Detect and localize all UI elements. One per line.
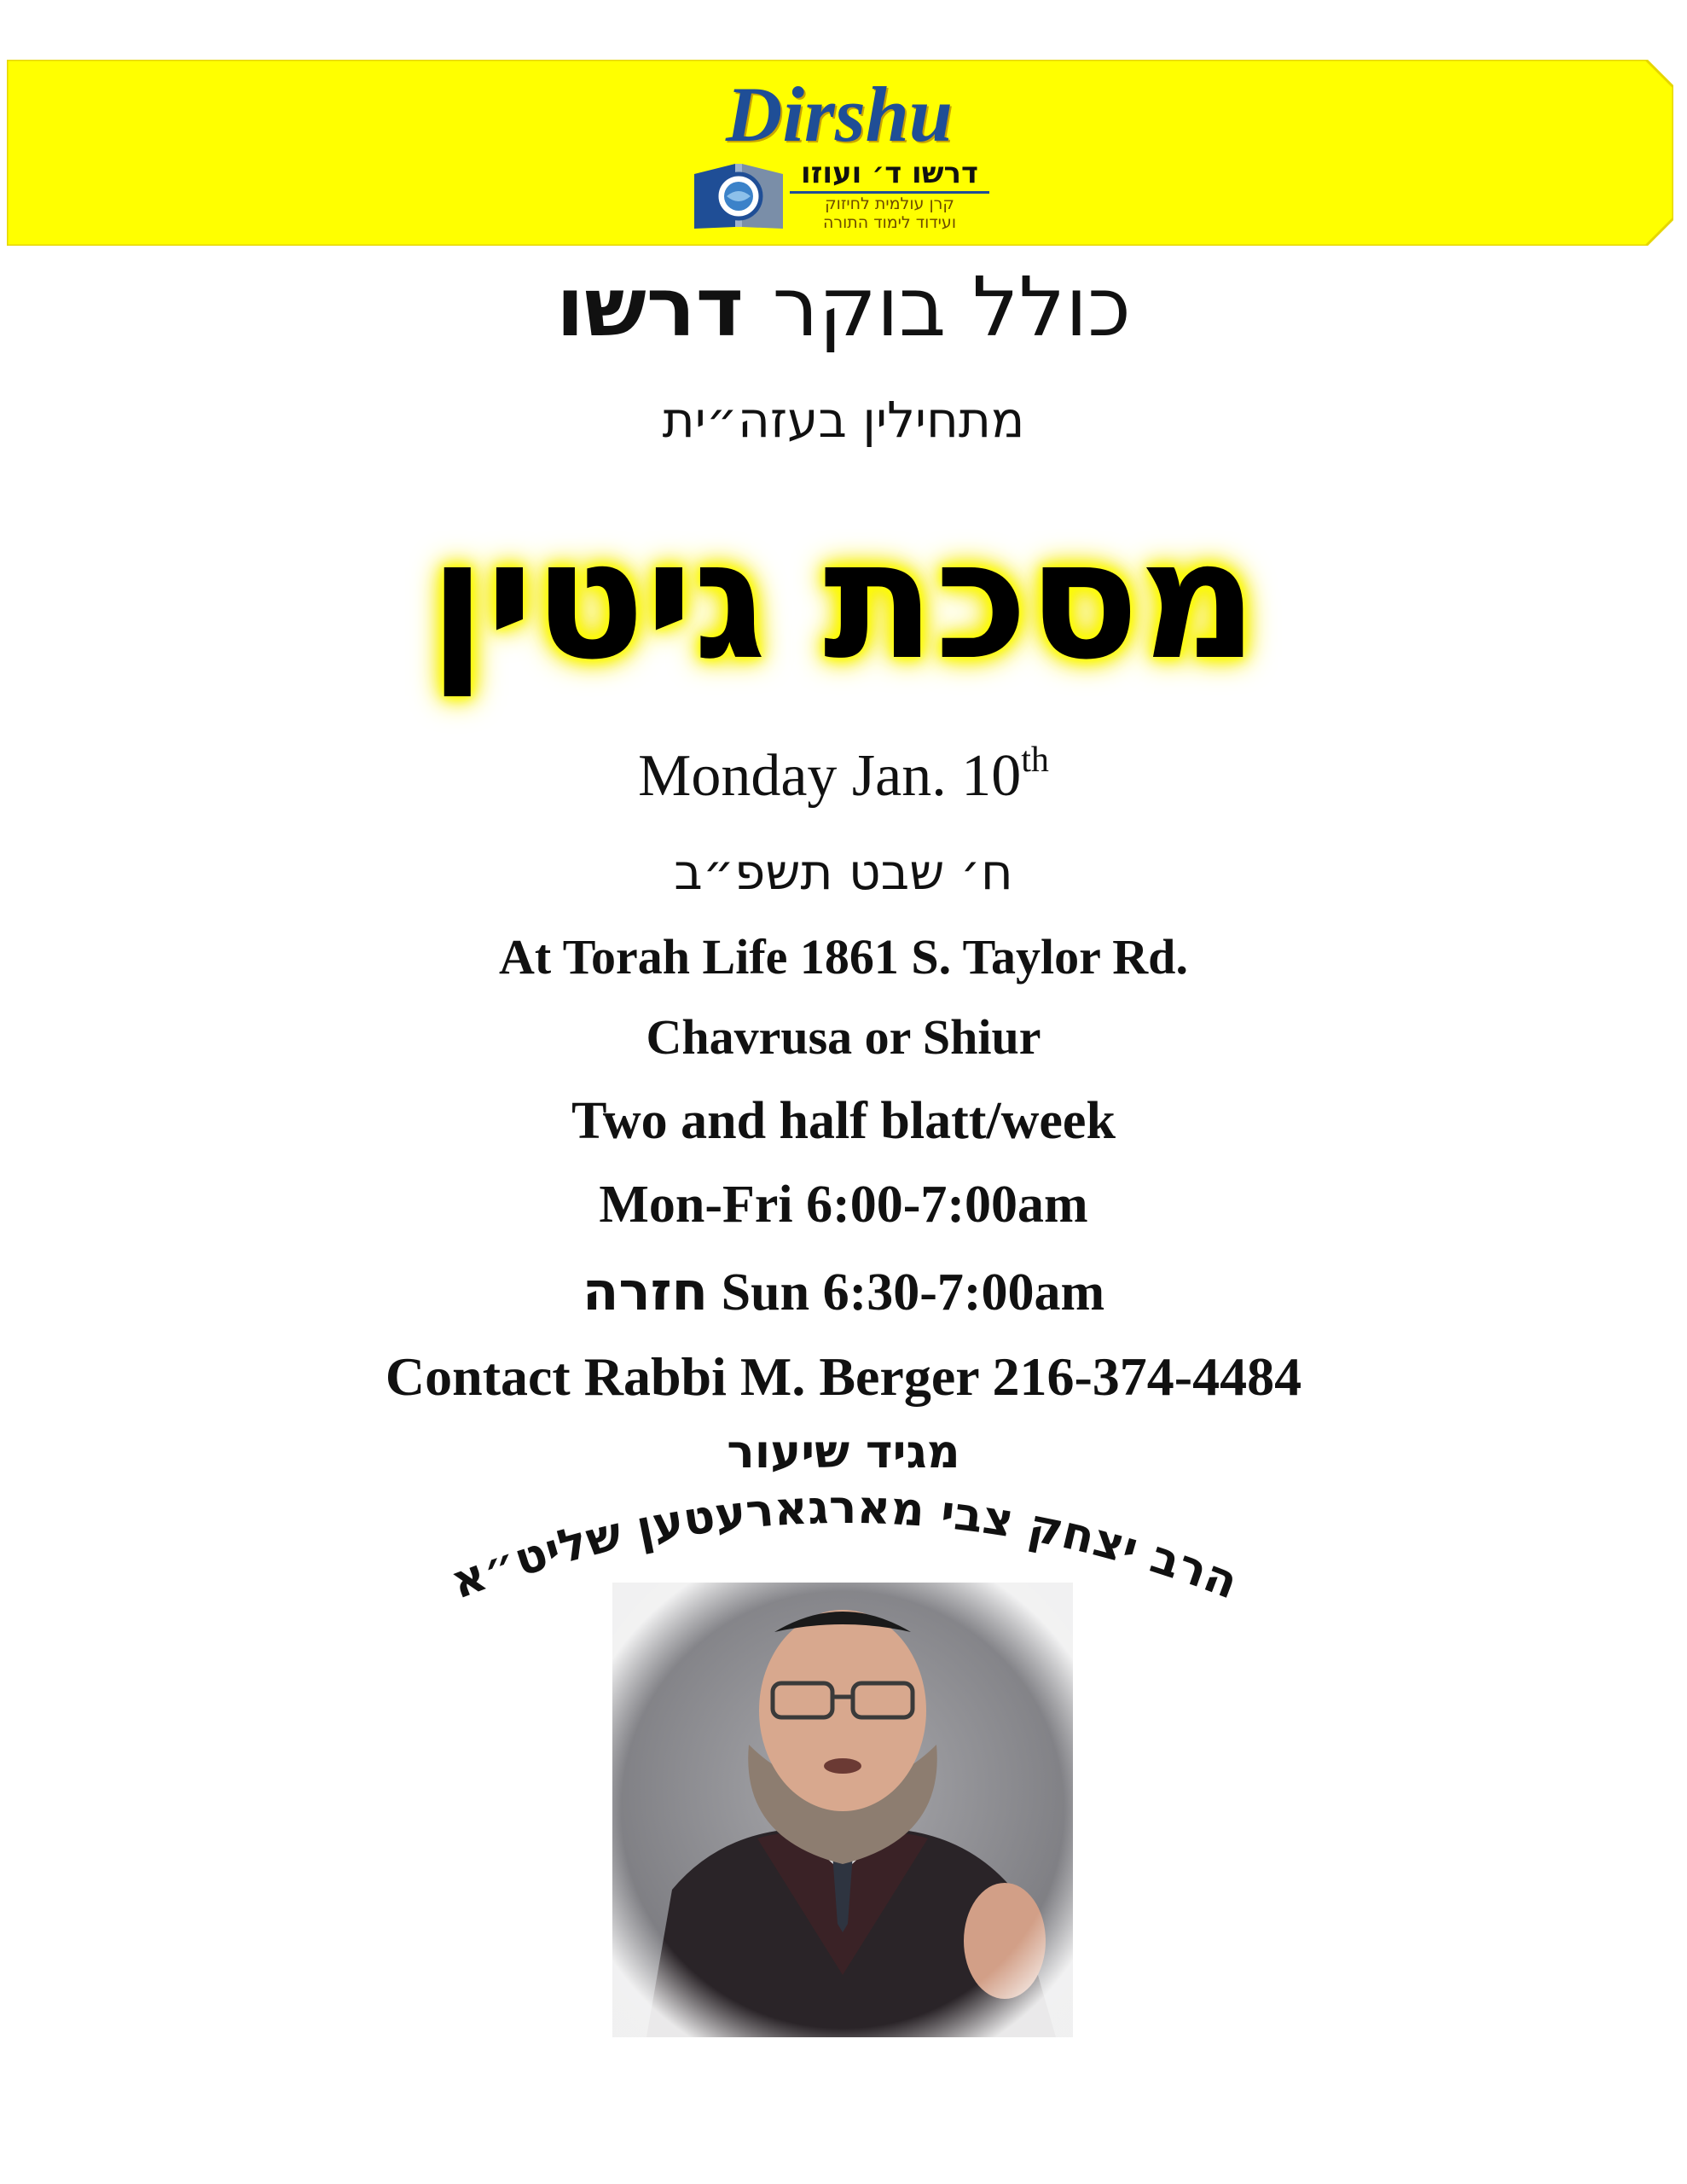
logo-hebrew-tagline-1: קרן עולמית לחיזוק	[825, 195, 954, 213]
kollel-title-bold: דרשו	[556, 259, 745, 355]
start-date-text: Monday Jan. 10	[638, 743, 1022, 809]
masechta-title: מסכת גיטין	[429, 506, 1258, 696]
location-line: At Torah Life 1861 S. Taylor Rd.	[499, 929, 1188, 985]
logo-hebrew-tagline-2: ועידוד לימוד התורה	[822, 213, 957, 232]
kollel-title-light: כולל בוקר	[772, 259, 1131, 355]
contact-line: Contact Rabbi M. Berger 216-374-4484	[385, 1346, 1302, 1407]
logo-wordmark: Dirshu	[726, 71, 953, 158]
sunday-schedule: Sun 6:30-7:00am	[721, 1263, 1105, 1321]
start-date-english	[0, 738, 1687, 815]
pace-line: Two and half blatt/week	[571, 1092, 1116, 1150]
rabbi-portrait-photo	[612, 1583, 1073, 2037]
sunday-chazara-label: חזרה	[582, 1260, 709, 1322]
maggid-shiur-label: מגיד שיעור	[727, 1425, 960, 1478]
kollel-title	[0, 256, 1687, 358]
logo-hebrew-title: דרשו ד׳ ועוזו	[790, 155, 989, 194]
sunday-schedule-line	[0, 1258, 1687, 1327]
format-line: Chavrusa or Shiur	[646, 1009, 1041, 1065]
start-date-hebrew: ח׳ שבט תשפ״ב	[674, 843, 1013, 901]
book-globe-icon	[691, 155, 786, 232]
maggid-name: הרב יצחק צבי מארגארעטען שליט״א	[443, 1479, 1246, 1610]
weekday-schedule: Mon-Fri 6:00-7:00am	[599, 1176, 1088, 1234]
starting-line: מתחילין בעזה״ית	[662, 391, 1025, 449]
dirshu-logo	[686, 70, 993, 237]
date-ordinal-suffix: th	[1021, 741, 1049, 780]
